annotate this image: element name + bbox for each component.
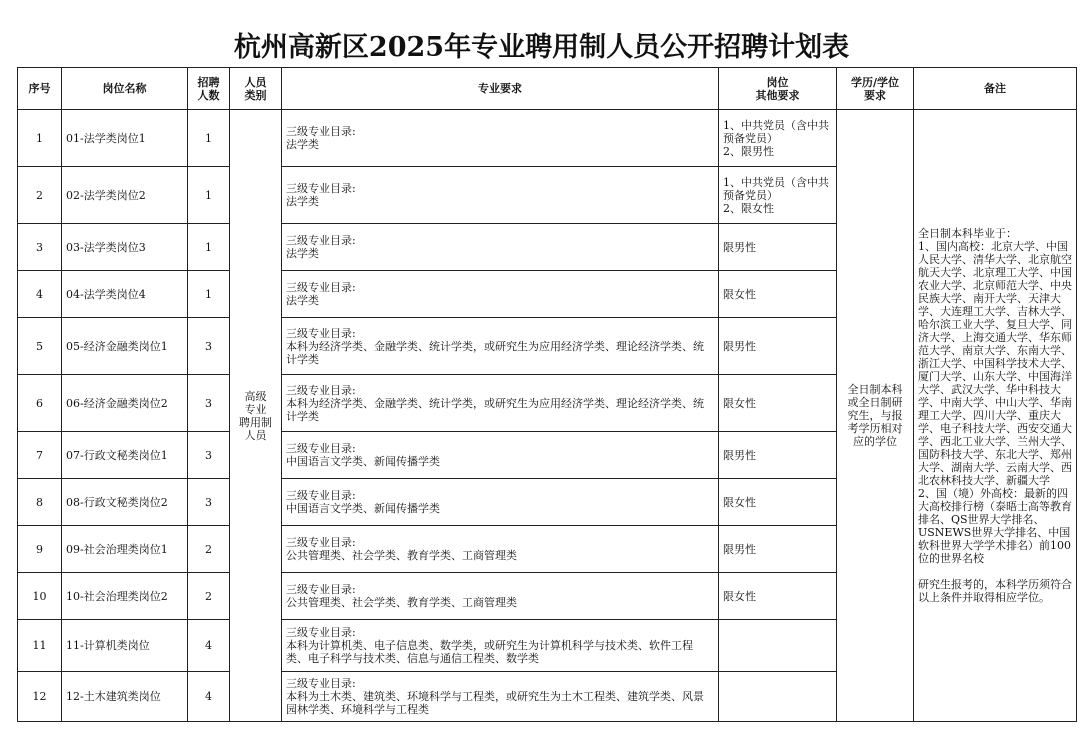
row-position-name: 06-经济金融类岗位2	[62, 375, 188, 432]
row-count: 2	[188, 573, 230, 620]
row-count: 3	[188, 375, 230, 432]
edu-requirement: 全日制本科 或全日制研 究生，与报 考学历相对 应的学位	[837, 110, 914, 722]
recruitment-plan-table	[17, 67, 1077, 722]
row-seq: 10	[18, 573, 62, 620]
row-count: 3	[188, 432, 230, 479]
personnel-category: 高级 专业 聘用制 人员	[230, 110, 282, 722]
row-other: 限男性	[719, 432, 837, 479]
header-seq: 序号	[18, 68, 62, 110]
row-count: 1	[188, 110, 230, 167]
row-seq: 1	[18, 110, 62, 167]
row-major: 三级专业目录: 中国语言文学类、新闻传播学类	[282, 432, 719, 479]
row-other	[719, 672, 837, 722]
row-position-name: 07-行政文秘类岗位1	[62, 432, 188, 479]
row-other	[719, 620, 837, 672]
header-major: 专业要求	[282, 68, 719, 110]
row-major: 三级专业目录: 法学类	[282, 271, 719, 318]
row-position-name: 05-经济金融类岗位1	[62, 318, 188, 375]
table-row	[18, 110, 1077, 167]
header-edu: 学历/学位 要求	[837, 68, 914, 110]
row-count: 4	[188, 620, 230, 672]
row-seq: 5	[18, 318, 62, 375]
row-major: 三级专业目录: 本科为经济学类、金融学类、统计学类，或研究生为应用经济学类、理论经济学类、统计学类	[282, 375, 719, 432]
row-seq: 7	[18, 432, 62, 479]
header-other: 岗位 其他要求	[719, 68, 837, 110]
row-major: 三级专业目录: 法学类	[282, 110, 719, 167]
row-major: 三级专业目录: 法学类	[282, 224, 719, 271]
header-notes: 备注	[914, 68, 1077, 110]
header-category: 人员 类别	[230, 68, 282, 110]
row-other: 限女性	[719, 479, 837, 526]
row-other: 限男性	[719, 526, 837, 573]
row-seq: 12	[18, 672, 62, 722]
row-other: 限女性	[719, 573, 837, 620]
header-position-name: 岗位名称	[62, 68, 188, 110]
row-count: 1	[188, 271, 230, 318]
row-major: 三级专业目录: 法学类	[282, 167, 719, 224]
row-other: 限男性	[719, 224, 837, 271]
row-count: 4	[188, 672, 230, 722]
page-title: 杭州高新区2025年专业聘用制人员公开招聘计划表	[233, 32, 850, 63]
row-major: 三级专业目录: 本科为土木类、建筑类、环境科学与工程类，或研究生为土木工程类、建筑学类、风景园林学类、环境科学与工程类	[282, 672, 719, 722]
row-count: 3	[188, 479, 230, 526]
row-count: 1	[188, 167, 230, 224]
row-other: 1、中共党员（含中共预备党员） 2、限男性	[719, 110, 837, 167]
row-count: 2	[188, 526, 230, 573]
row-position-name: 11-计算机类岗位	[62, 620, 188, 672]
row-seq: 4	[18, 271, 62, 318]
row-major: 三级专业目录: 中国语言文学类、新闻传播学类	[282, 479, 719, 526]
row-position-name: 03-法学类岗位3	[62, 224, 188, 271]
row-position-name: 10-社会治理类岗位2	[62, 573, 188, 620]
row-position-name: 01-法学类岗位1	[62, 110, 188, 167]
row-position-name: 08-行政文秘类岗位2	[62, 479, 188, 526]
row-seq: 9	[18, 526, 62, 573]
row-major: 三级专业目录: 本科为计算机类、电子信息类、数学类，或研究生为计算机科学与技术类、软件工程类、电子科学与技术类、信息与通信工程类、数学类	[282, 620, 719, 672]
row-major: 三级专业目录: 公共管理类、社会学类、教育学类、工商管理类	[282, 526, 719, 573]
notes-text: 全日制本科毕业于： 1、国内高校：北京大学、中国人民大学、清华大学、北京航空航天大学、北京理工大学、中国农业大学、北京师范大学、中央民族大学、南开大学、天津大学、大连理工大学、吉林大学、哈尔滨工业大学、复旦大学、同济大学、上海交通大学、华东师范大学、南京大学、东南大学、浙江大学、中国科学技术大学、厦门大学、山东大学、中国海洋大学、武汉大学、华中科技大学、中南大学、中山大学、华南理工大学、四川大学、重庆大学、电子科技大学、西安交通大学、西北工业大学、兰州大学、国防科技大学、东北大学、郑州大学、湖南大学、云南大学、西北农林科技大学、新疆大学 2、国（境）外高校：最新的四大高校排行榜（泰晤士高等教育排名、QS世界大学排名、USNEWS世界大学排名、中国软科世界大学学术排名）前100位的世界名校 研究生报考的，本科学历须符合以上条件并取得相应学位。	[918, 227, 1072, 604]
row-other: 限女性	[719, 375, 837, 432]
row-count: 1	[188, 224, 230, 271]
header-row	[18, 68, 1077, 110]
row-count: 3	[188, 318, 230, 375]
row-position-name: 12-土木建筑类岗位	[62, 672, 188, 722]
header-count: 招聘 人数	[188, 68, 230, 110]
row-major: 三级专业目录: 公共管理类、社会学类、教育学类、工商管理类	[282, 573, 719, 620]
row-seq: 6	[18, 375, 62, 432]
row-other: 限女性	[719, 271, 837, 318]
row-seq: 2	[18, 167, 62, 224]
row-seq: 11	[18, 620, 62, 672]
row-position-name: 02-法学类岗位2	[62, 167, 188, 224]
row-other: 1、中共党员（含中共预备党员） 2、限女性	[719, 167, 837, 224]
row-position-name: 04-法学类岗位4	[62, 271, 188, 318]
row-position-name: 09-社会治理类岗位1	[62, 526, 188, 573]
row-seq: 8	[18, 479, 62, 526]
row-other: 限男性	[719, 318, 837, 375]
notes-cell	[914, 110, 1077, 722]
row-seq: 3	[18, 224, 62, 271]
row-major: 三级专业目录: 本科为经济学类、金融学类、统计学类，或研究生为应用经济学类、理论经济学类、统计学类	[282, 318, 719, 375]
